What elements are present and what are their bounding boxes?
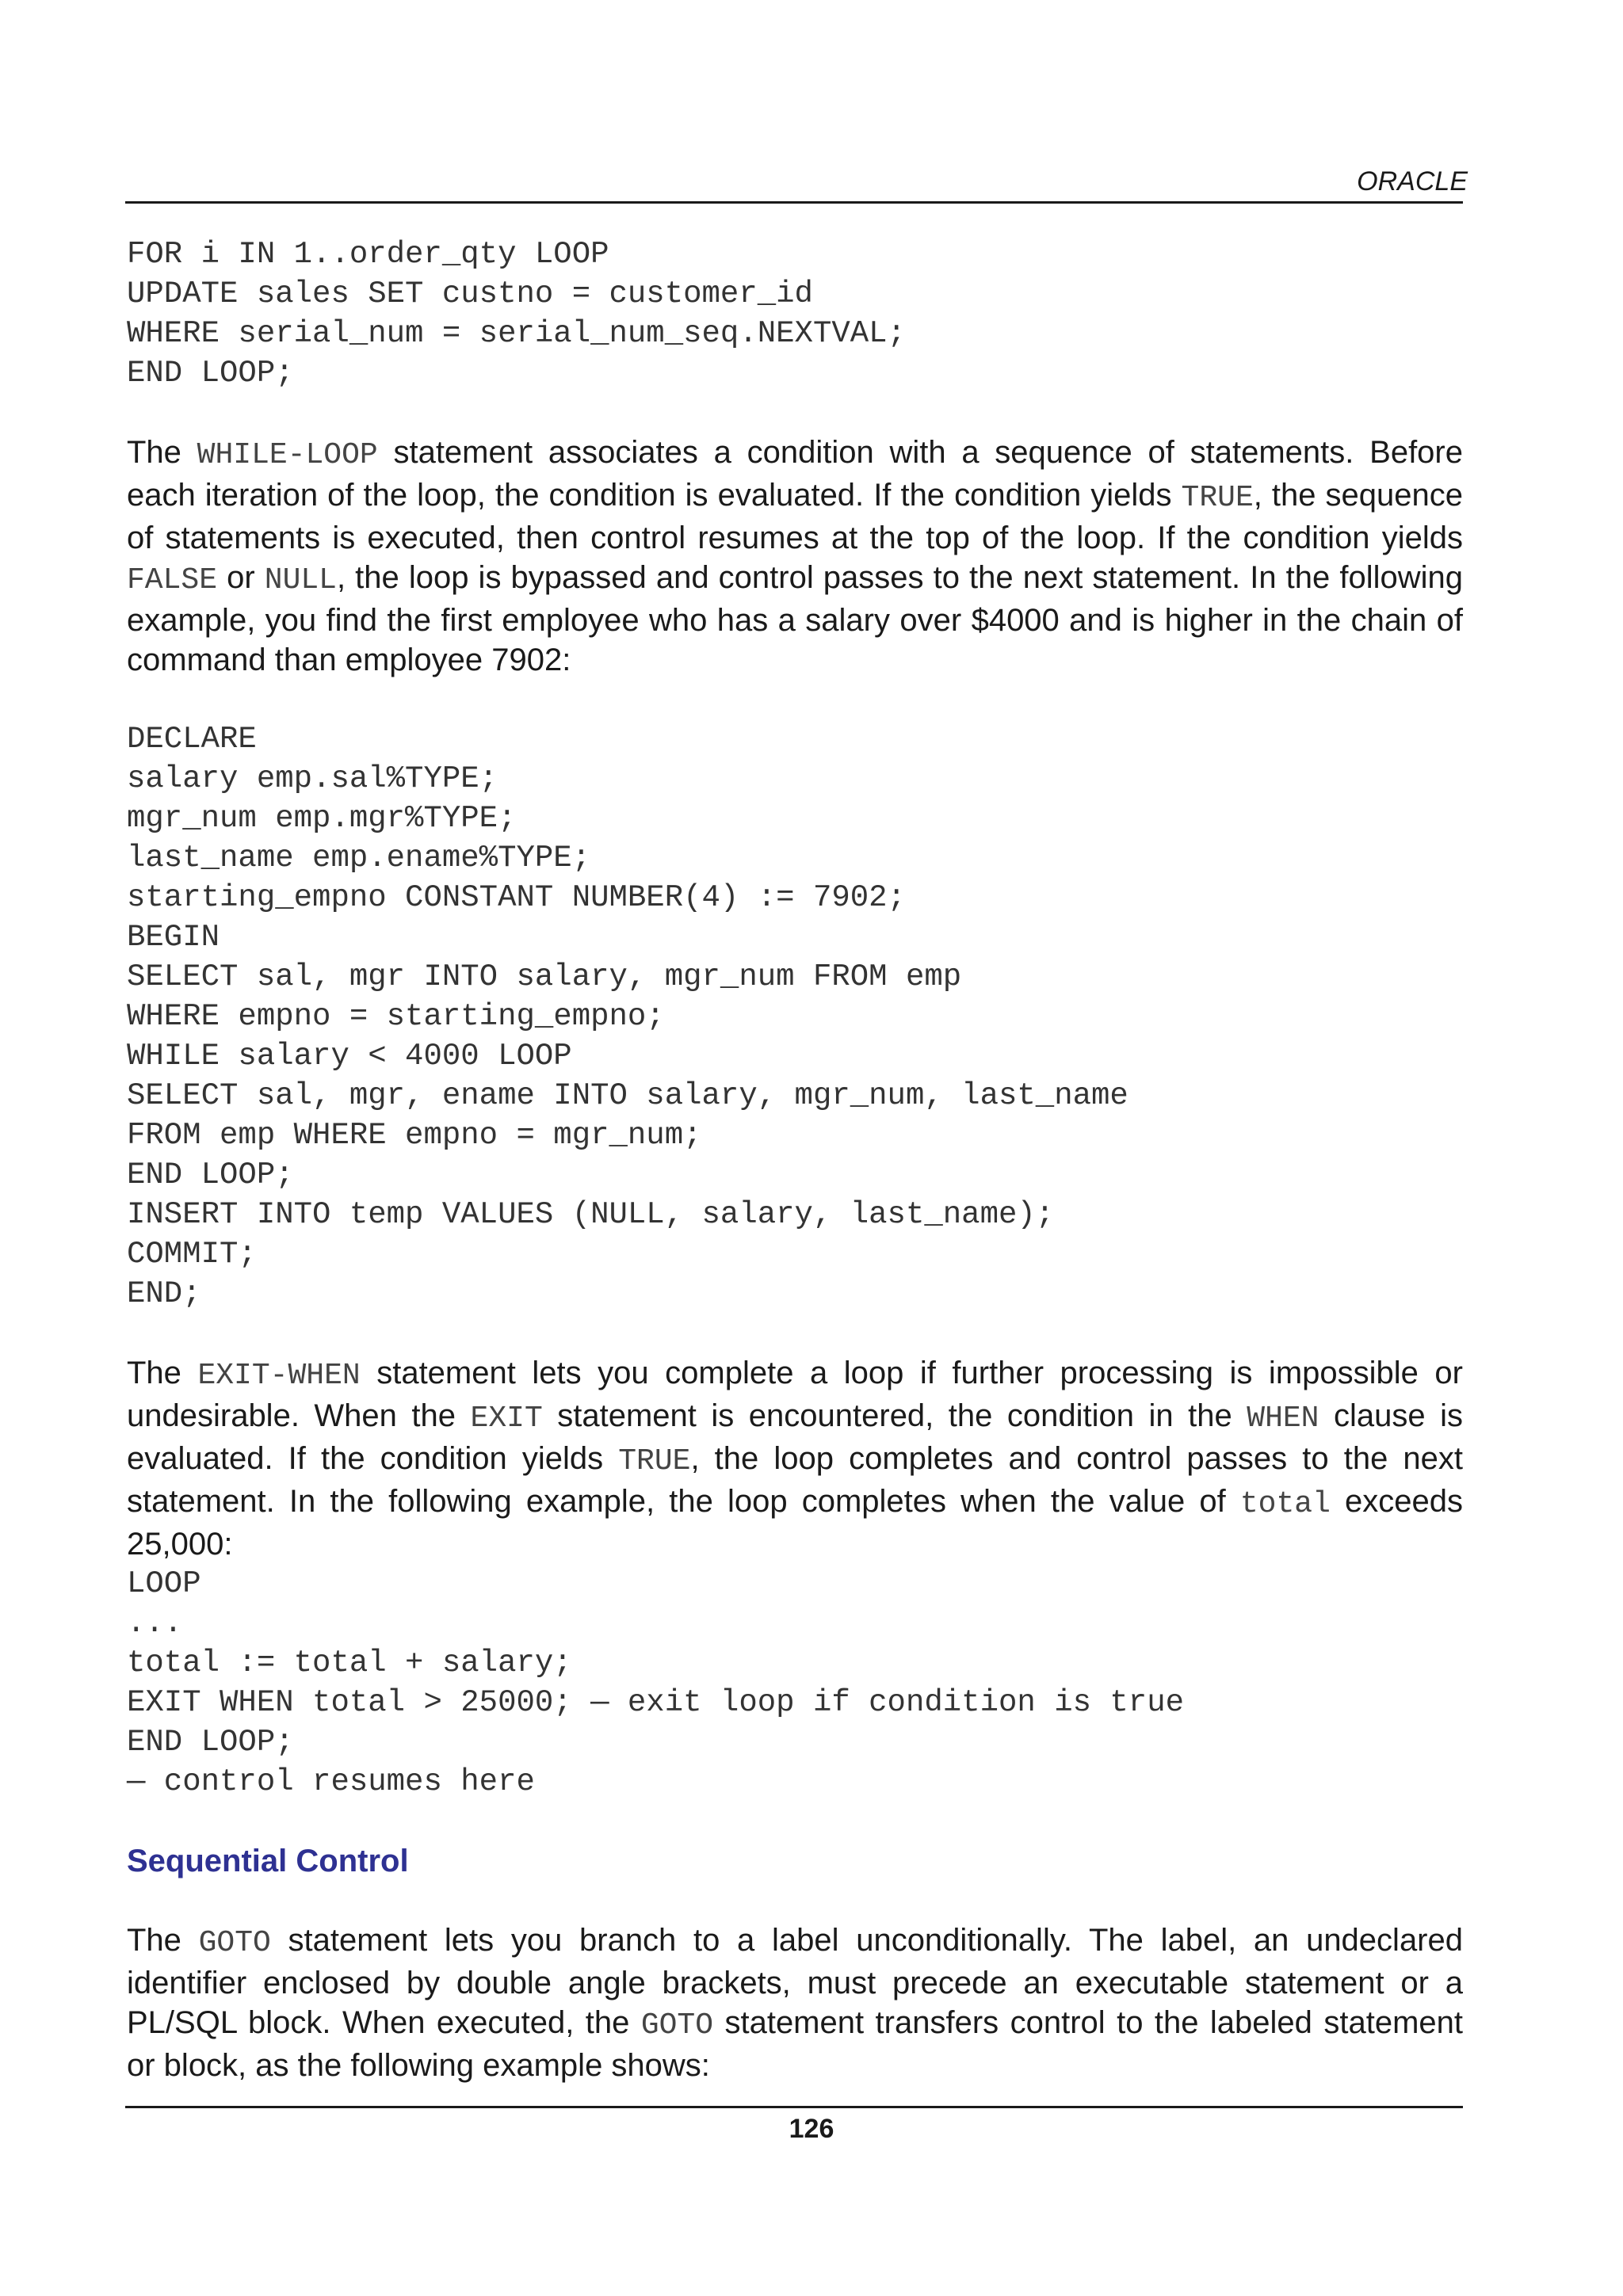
code-line: FROM emp WHERE empno = mgr_num; — [127, 1118, 702, 1153]
code-line: WHERE serial_num = serial_num_seq.NEXTVAL; — [127, 316, 906, 351]
code-line: FOR i IN 1..order_qty LOOP — [127, 237, 609, 272]
code-line: SELECT sal, mgr, ename INTO salary, mgr_num, last_name — [127, 1078, 1128, 1113]
inline-code: TRUE — [618, 1444, 691, 1478]
code-line: INSERT INTO temp VALUES (NULL, salary, last_name); — [127, 1197, 1055, 1232]
code-line: END; — [127, 1276, 201, 1311]
inline-code: FALSE — [127, 563, 218, 597]
code-line: LOOP — [127, 1566, 201, 1601]
paragraph-while-loop: The WHILE-LOOP statement associates a condition with a sequence of statements. Before each iteration of the loop, the condition is evaluated. If the condition yields TRUE, the sequence of statements is executed, then control resumes at the top of the loop. If the condition yields FALSE or NULL, the loop is bypassed and control passes to the next statement. In the following example, you find the first employee who has a salary over $4000 and is higher in the chain of command than employee 7902: — [127, 435, 1464, 677]
inline-code: EXIT — [470, 1402, 543, 1436]
code-line: BEGIN — [127, 920, 220, 955]
code-line: ... — [127, 1606, 183, 1641]
code-block-for-loop — [127, 235, 1463, 393]
footer-rule — [125, 2106, 1463, 2108]
code-line: WHILE salary < 4000 LOOP — [127, 1039, 572, 1074]
inline-code: EXIT-WHEN — [197, 1359, 361, 1393]
section-heading: Sequential Control — [127, 1844, 409, 1878]
header-rule — [125, 201, 1463, 204]
code-line: END LOOP; — [127, 1158, 294, 1192]
paragraph-goto: The GOTO statement lets you branch to a label unconditionally. The label, an undeclared identifier enclosed by double angle brackets, must precede an executable statement or a PL/SQL block. When executed, the GOTO statement transfers control to the labeled statement or block, as the following example shows: — [127, 1923, 1463, 2083]
code-block-declare — [127, 719, 1463, 1314]
page-content — [127, 235, 1463, 2085]
inline-code: TRUE — [1181, 481, 1254, 515]
inline-code: GOTO — [640, 2008, 714, 2042]
code-line: — control resumes here — [127, 1764, 535, 1799]
code-line: UPDATE sales SET custno = customer_id — [127, 277, 813, 311]
code-line: WHERE empno = starting_empno; — [127, 999, 665, 1034]
inline-code: NULL — [264, 563, 337, 597]
code-line: salary emp.sal%TYPE; — [127, 761, 498, 796]
code-line: SELECT sal, mgr INTO salary, mgr_num FROM emp — [127, 959, 962, 994]
code-line: total := total + salary; — [127, 1646, 572, 1680]
code-line: DECLARE — [127, 722, 257, 757]
running-header: ORACLE — [1357, 166, 1468, 196]
code-line: last_name emp.ename%TYPE; — [127, 841, 591, 875]
code-line: END LOOP; — [127, 356, 294, 391]
page-number: 126 — [789, 2114, 834, 2144]
code-line: EXIT WHEN total > 25000; — exit loop if condition is true — [127, 1685, 1185, 1720]
inline-code: WHILE-LOOP — [197, 438, 378, 472]
inline-code: GOTO — [198, 1926, 271, 1960]
code-line: starting_empno CONSTANT NUMBER(4) := 7902; — [127, 880, 906, 915]
code-line: END LOOP; — [127, 1725, 294, 1760]
code-block-exit-when — [127, 1564, 1463, 1802]
paragraph-exit-when: The EXIT-WHEN statement lets you complete a loop if further processing is impossible or undesirable. When the EXIT statement is encountered, the condition in the WHEN clause is evaluated. If the condition yields TRUE, the loop completes and control passes to the next statement. In the following example, the loop completes when the value of total exceeds 25,000: — [127, 1356, 1464, 1562]
inline-code: total — [1239, 1487, 1331, 1521]
inline-code: WHEN — [1247, 1402, 1319, 1436]
code-line: COMMIT; — [127, 1237, 257, 1272]
code-line: mgr_num emp.mgr%TYPE; — [127, 801, 517, 836]
